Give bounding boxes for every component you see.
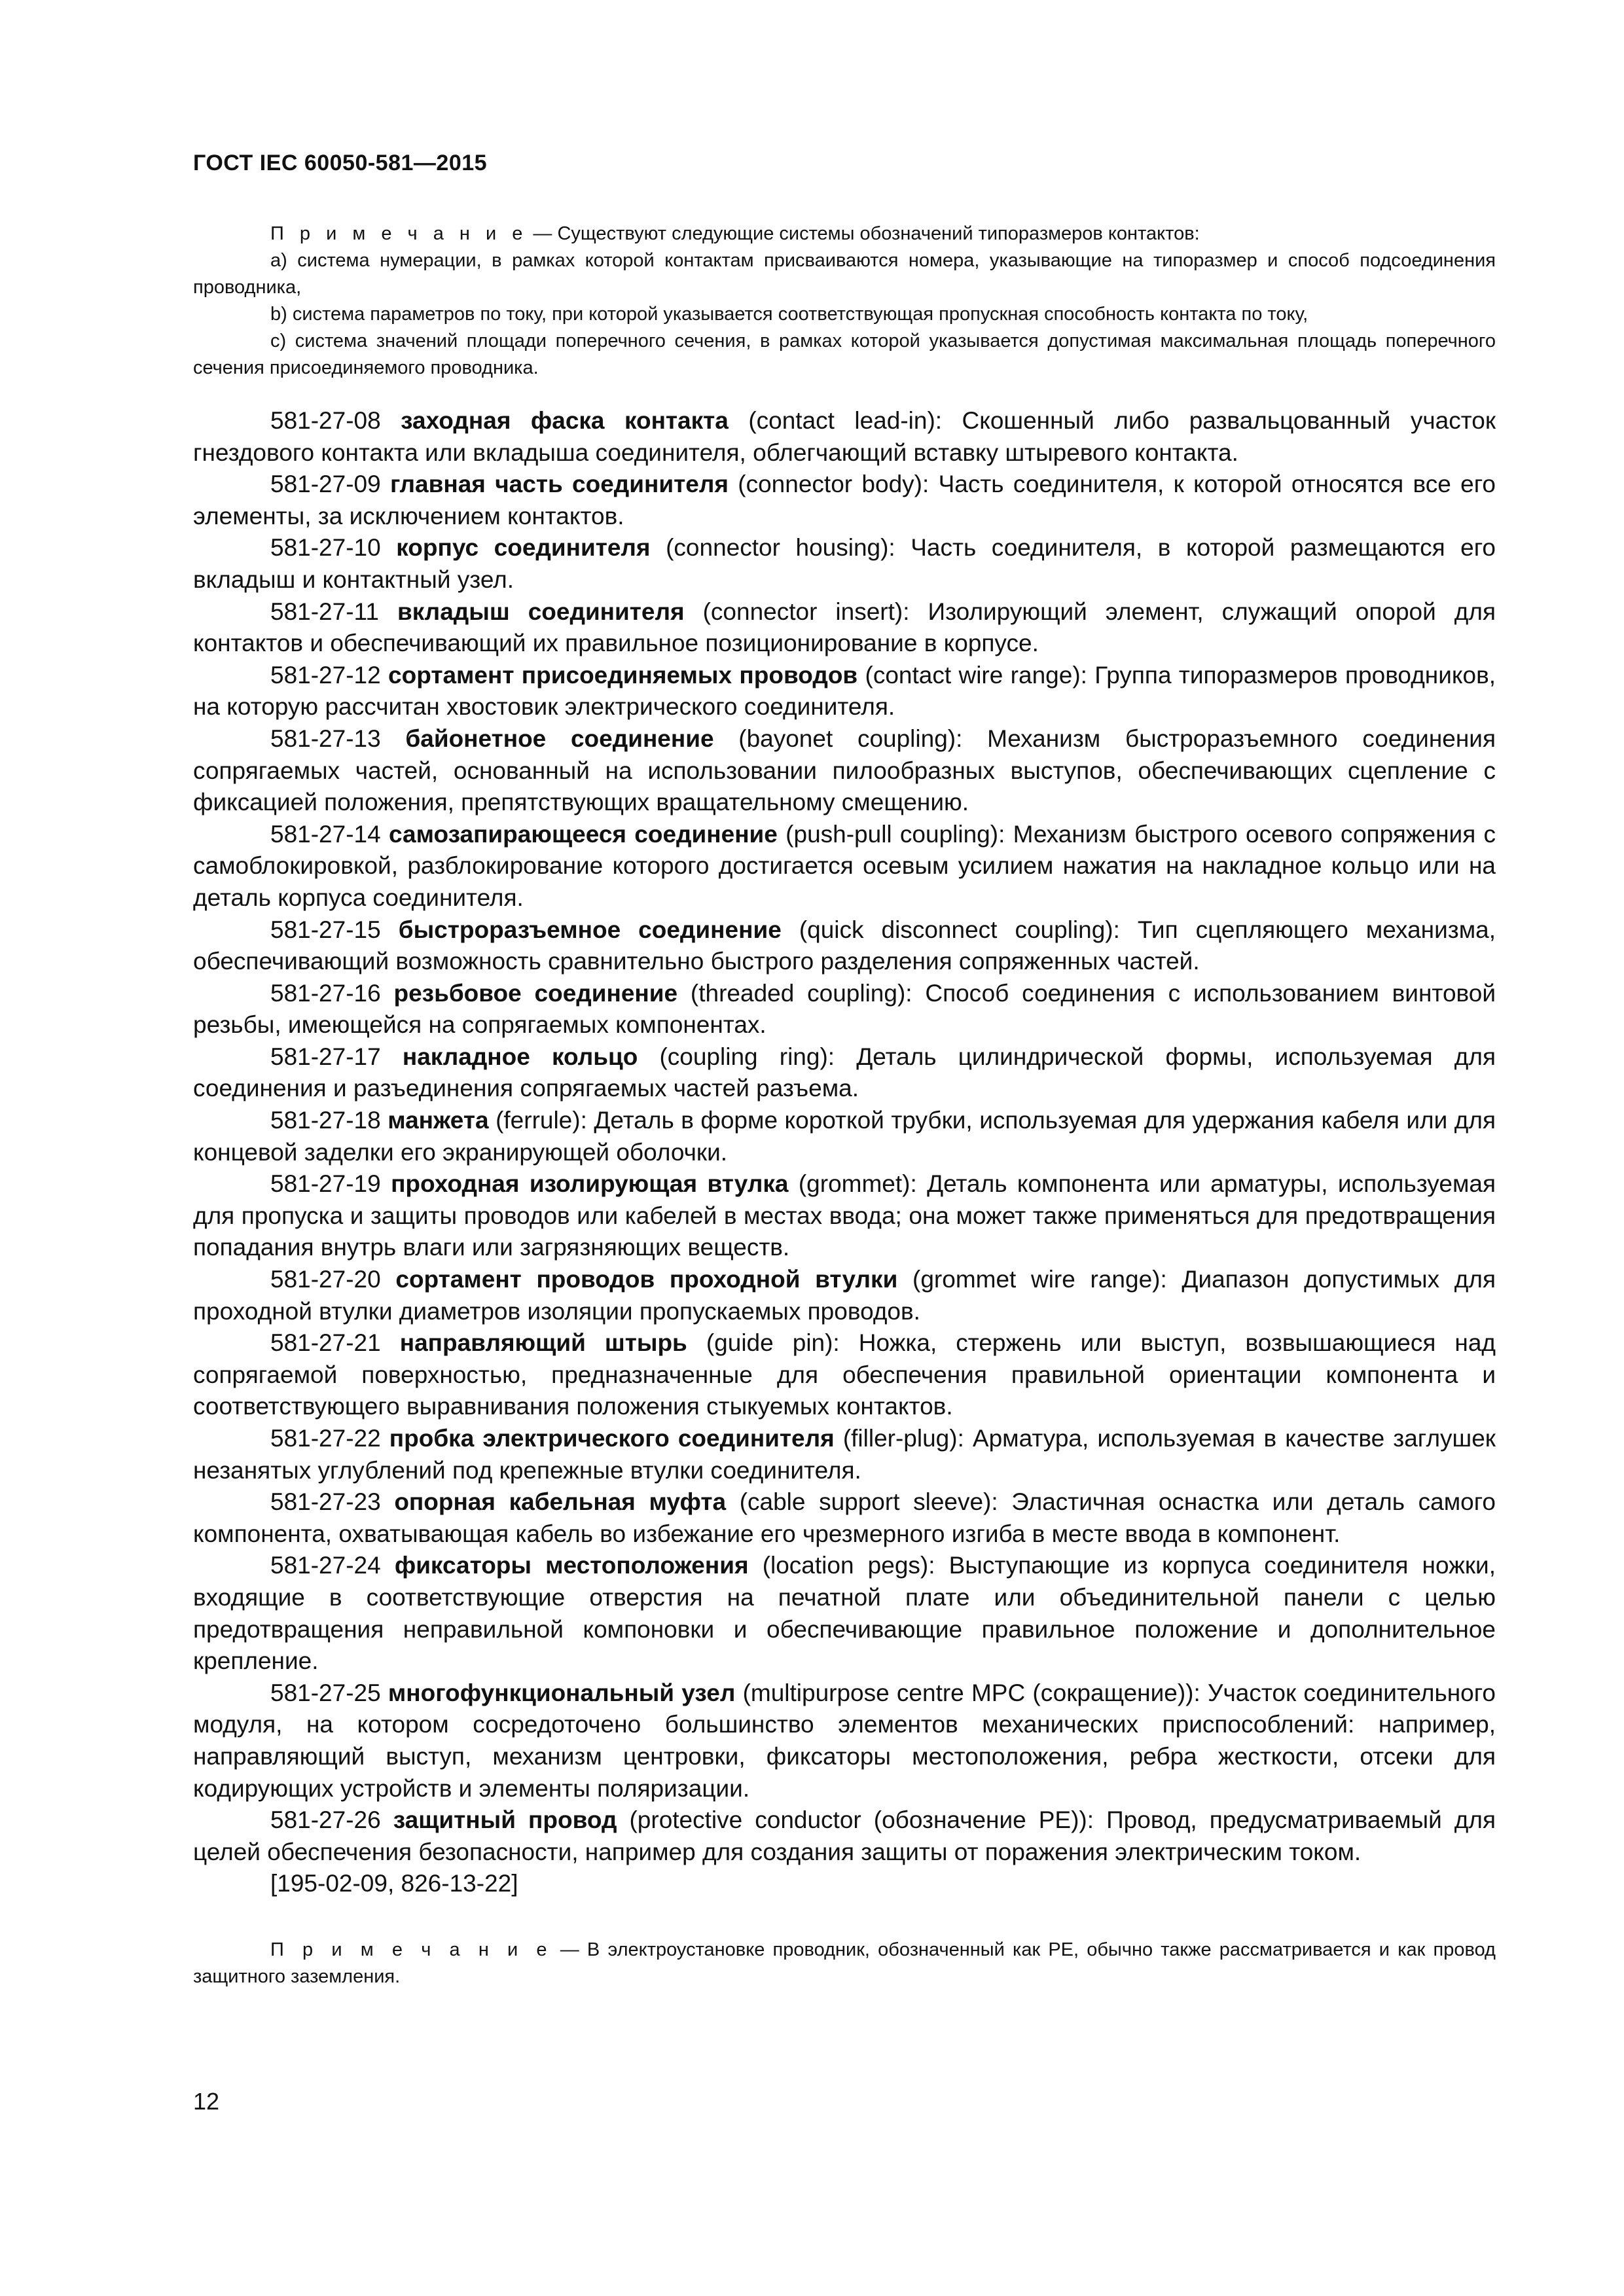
term-entry	[193, 723, 1496, 819]
term-entry	[193, 1423, 1496, 1486]
term-name: защитный провод	[393, 1806, 617, 1834]
term-name: резьбовое соединение	[393, 979, 678, 1007]
term-number: 581-27-16	[270, 979, 381, 1007]
term-name: манжета	[388, 1107, 489, 1134]
term-definition: (guide pin): Ножка, стержень или выступ, возвышающиеся над сопрягаемой поверхностью, предназначенные для обеспечения правильной ориентации компонента и соответствующего выравнивания положения стыкуемых контактов.	[193, 1329, 1496, 1420]
term-definition: (connector housing): Часть соединителя, в которой размещаются его вкладыш и контактный узел.	[193, 534, 1496, 593]
term-number: 581-27-08	[270, 407, 381, 434]
term-entry	[193, 1677, 1496, 1804]
term-number: 581-27-23	[270, 1488, 381, 1516]
note-block-2	[193, 1937, 1496, 1990]
term-name: главная часть соединителя	[390, 471, 729, 498]
term-number: 581-27-15	[270, 916, 381, 943]
term-name: заходная фаска контакта	[401, 407, 729, 434]
term-name: опорная кабельная муфта	[394, 1488, 727, 1516]
term-entry	[193, 1041, 1496, 1105]
term-entry	[193, 978, 1496, 1041]
term-entry	[193, 1168, 1496, 1264]
term-name: накладное кольцо	[402, 1043, 638, 1070]
note-block	[193, 221, 1496, 382]
term-definition: (contact wire range): Группа типоразмеров проводников, на которую рассчитан хвостовик электрического соединителя.	[193, 661, 1496, 721]
note-item: a) система нумерации, в рамках которой контактам присваиваются номера, указывающие на типоразмер и способ подсоединения проводника,	[193, 250, 1496, 298]
term-number: 581-27-11	[270, 598, 379, 625]
term-entry	[193, 914, 1496, 978]
term-entry	[193, 596, 1496, 660]
term-entry	[193, 469, 1496, 532]
page-number: 12	[193, 2088, 220, 2115]
term-number: 581-27-12	[270, 661, 381, 689]
term-number: 581-27-17	[270, 1043, 381, 1070]
term-name: быстроразъемное соединение	[398, 916, 782, 943]
term-name: байонетное соединение	[405, 725, 714, 752]
term-definition: (ferrule): Деталь в форме короткой трубки, используемая для удержания кабеля или для концевой заделки его экранирующей оболочки.	[193, 1107, 1496, 1166]
term-definition: (cable support sleeve): Эластичная оснастка или деталь самого компонента, охватывающая кабель во избежание его чрезмерного изгиба в месте ввода в компонент.	[193, 1488, 1496, 1547]
term-number: 581-27-09	[270, 471, 381, 498]
term-number: 581-27-22	[270, 1425, 381, 1452]
term-entry	[193, 405, 1496, 469]
term-entry	[193, 1804, 1496, 1868]
note-2-text: — В электроустановке проводник, обозначенный как PE, обычно также рассматривается и как провод защитного заземления.	[193, 1939, 1496, 1987]
term-entry	[193, 1486, 1496, 1550]
term-name: многофункциональный узел	[388, 1679, 736, 1706]
term-definition: (contact lead-in): Скошенный либо развальцованный участок гнездового контакта или вкладыша соединителя, облегчающий вставку штыревого контакта.	[193, 407, 1496, 466]
term-definition: (multipurpose centre MPC (сокращение)): Участок соединительного модуля, на котором сосредоточено большинство элементов механических приспособлений: например, направляющий выступ, механизм центровки, фиксаторы местоположения, ребра жесткости, отсеки для кодирующих устройств и элементы поляризации.	[193, 1679, 1496, 1802]
term-name: самозапирающееся соединение	[388, 820, 778, 848]
note-item: b) система параметров по току, при которой указывается соответствующая пропускная способность контакта по току,	[270, 304, 1308, 325]
term-number: 581-27-13	[270, 725, 381, 752]
note-intro-text: — Существуют следующие системы обозначений типоразмеров контактов:	[528, 223, 1200, 244]
term-definition: (grommet wire range): Диапазон допустимых для проходной втулки диаметров изоляции пропускаемых проводов.	[193, 1266, 1496, 1325]
term-name: вкладыш соединителя	[397, 598, 685, 625]
term-number: 581-27-10	[270, 534, 381, 562]
term-entry	[193, 532, 1496, 596]
term-name: фиксаторы местоположения	[394, 1552, 749, 1579]
terms-list	[193, 405, 1496, 1900]
term-definition: (quick disconnect coupling): Тип сцепляющего механизма, обеспечивающий возможность сравнительно быстрого разделения сопряженных частей.	[193, 916, 1496, 975]
document-page	[193, 151, 1496, 1990]
term-definition: (filler-plug): Арматура, используемая в качестве заглушек незанятых углублений под крепежные втулки соединителя.	[193, 1425, 1496, 1484]
term-entry	[193, 1105, 1496, 1168]
term-entry	[193, 1327, 1496, 1423]
term-entry	[193, 819, 1496, 914]
note-label: П р и м е ч а н и е	[270, 1939, 552, 1960]
term-definition: (threaded coupling): Способ соединения с использованием винтовой резьбы, имеющейся на сопрягаемых компонентах.	[193, 979, 1496, 1039]
note-label: П р и м е ч а н и е	[270, 223, 528, 244]
term-number: 581-27-19	[270, 1170, 381, 1198]
term-definition: (coupling ring): Деталь цилиндрической формы, используемая для соединения и разъединения сопрягаемых частей разъема.	[193, 1043, 1496, 1102]
term-definition: (connector insert): Изолирующий элемент, служащий опорой для контактов и обеспечивающий их правильное позиционирование в корпусе.	[193, 598, 1496, 657]
term-name: направляющий штырь	[399, 1329, 687, 1357]
term-number: 581-27-18	[270, 1107, 381, 1134]
term-reference: [195-02-09, 826-13-22]	[270, 1870, 518, 1897]
term-definition: (location pegs): Выступающие из корпуса соединителя ножки, входящие в соответствующие отверстия на печатной плате или объединительной панели с целью предотвращения неправильной компоновки и обеспечивающие правильное положение и дополнительное крепление.	[193, 1552, 1496, 1675]
term-name: корпус соединителя	[396, 534, 651, 562]
term-entry	[193, 1550, 1496, 1677]
term-entry	[193, 660, 1496, 723]
note-intro	[193, 221, 1496, 247]
term-definition: (protective conductor (обозначение PE)): Провод, предусматриваемый для целей обеспечения безопасности, например для создания защиты от поражения электрическим током.	[193, 1806, 1496, 1865]
term-number: 581-27-26	[270, 1806, 381, 1834]
term-number: 581-27-25	[270, 1679, 381, 1706]
term-definition: (push-pull coupling): Механизм быстрого осевого сопряжения с самоблокировкой, разблокирование которого достигается осевым усилием нажатия на накладное кольцо или на деталь корпуса соединителя.	[193, 820, 1496, 911]
term-entry	[193, 1264, 1496, 1327]
term-name: проходная изолирующая втулка	[391, 1170, 789, 1198]
term-number: 581-27-20	[270, 1266, 381, 1293]
term-definition: (grommet): Деталь компонента или арматуры, используемая для пропуска и защиты проводов или кабелей в местах ввода; она может также применяться для предотвращения попадания внутрь влаги или загрязняющих веществ.	[193, 1170, 1496, 1261]
term-name: пробка электрического соединителя	[389, 1425, 835, 1452]
note-2-paragraph	[193, 1937, 1496, 1990]
term-number: 581-27-24	[270, 1552, 381, 1579]
term-number: 581-27-21	[270, 1329, 381, 1357]
note-item: c) система значений площади поперечного сечения, в рамках которой указывается допустимая максимальная площадь поперечного сечения присоединяемого проводника.	[193, 331, 1496, 378]
term-number: 581-27-14	[270, 820, 381, 848]
term-name: сортамент проводов проходной втулки	[395, 1266, 898, 1293]
document-header: ГОСТ IEC 60050-581—2015	[193, 151, 488, 175]
term-name: сортамент присоединяемых проводов	[388, 661, 858, 689]
term-definition: (connector body): Часть соединителя, к которой относятся все его элементы, за исключением контактов.	[193, 471, 1496, 529]
term-definition: (bayonet coupling): Механизм быстроразъемного соединения сопрягаемых частей, основанный на использовании пилообразных выступов, обеспечивающих сцепление с фиксацией положения, препятствующих вращательному смещению.	[193, 725, 1496, 816]
